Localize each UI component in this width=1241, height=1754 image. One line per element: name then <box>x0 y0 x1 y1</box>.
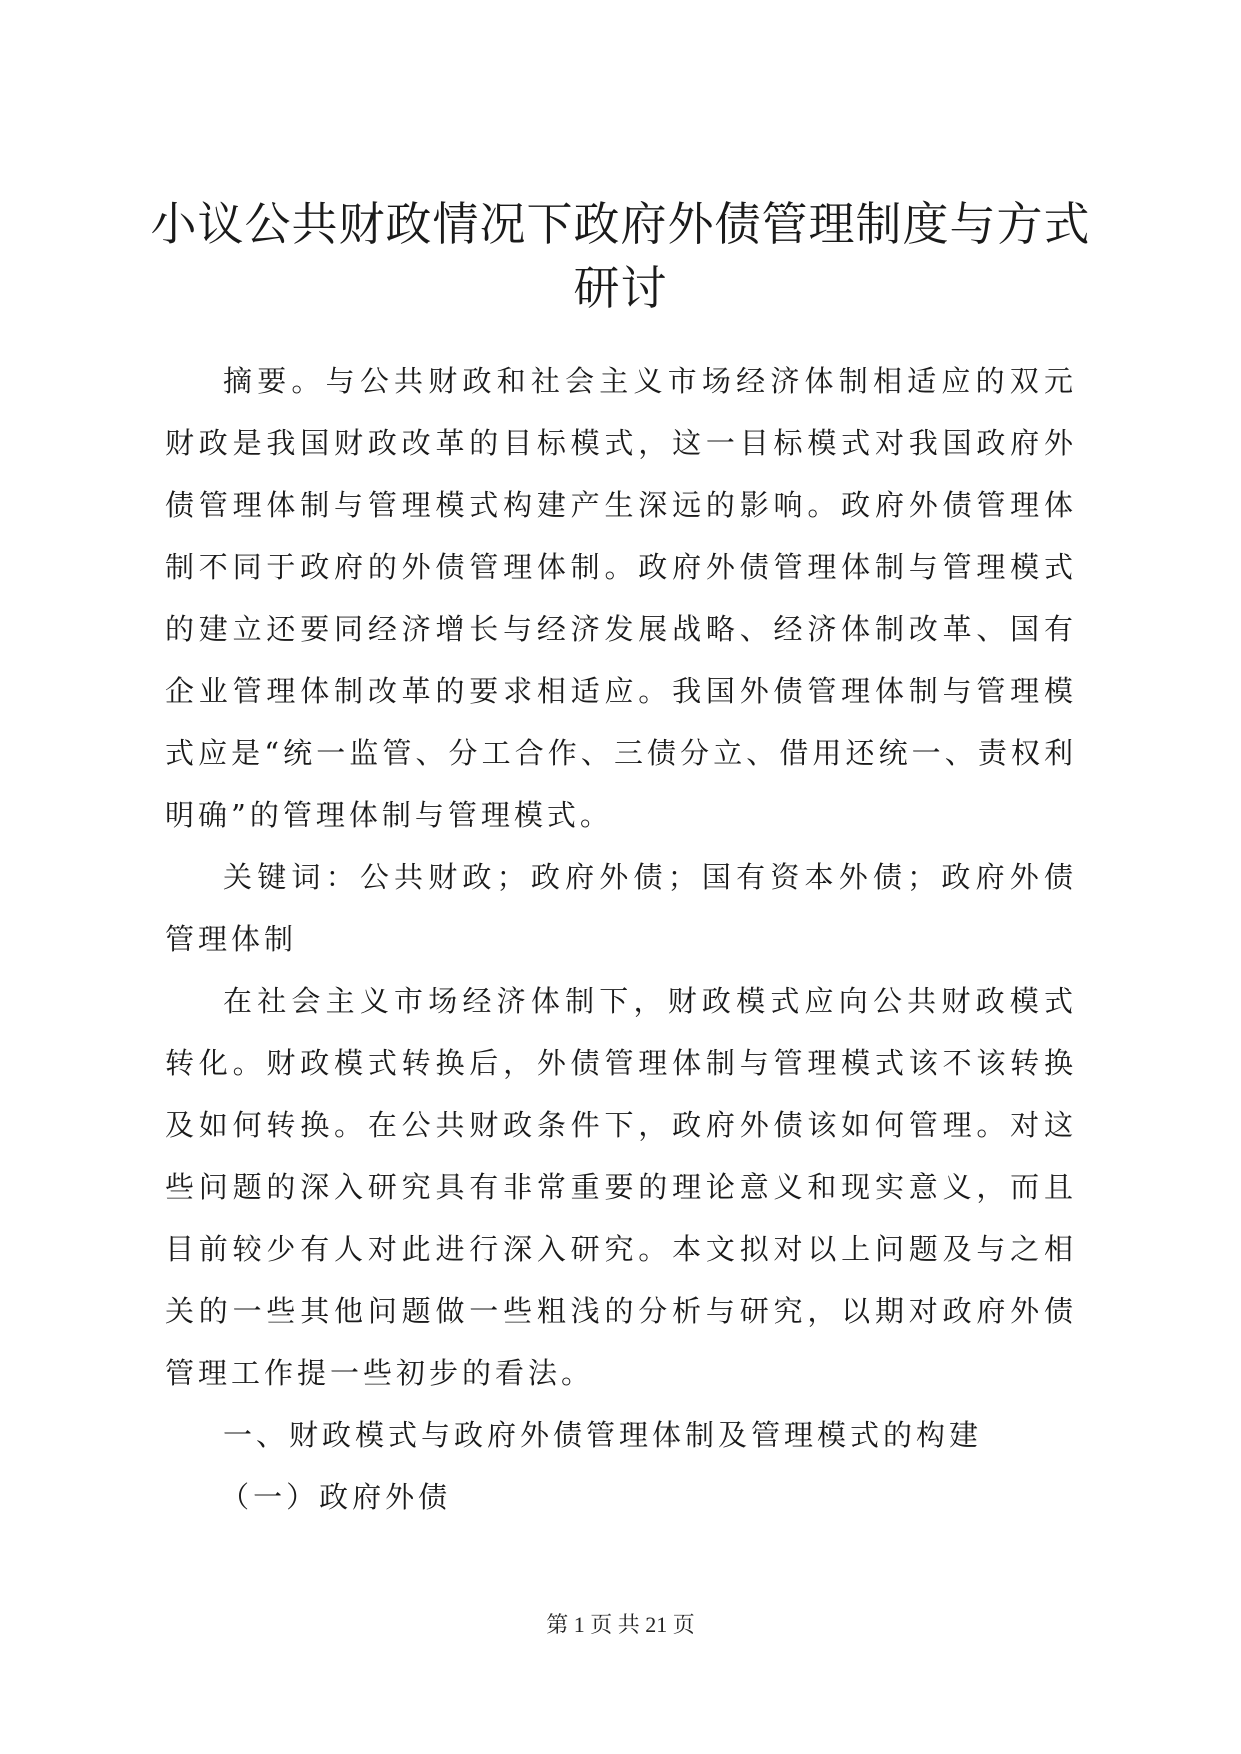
subsection-heading: （一）政府外债 <box>220 1480 452 1514</box>
keywords-paragraph: 关键词：公共财政；政府外债；国有资本外债；政府外债管理体制 <box>165 860 1077 956</box>
abstract-paragraph: 摘要。与公共财政和社会主义市场经济体制相适应的双元财政是我国财政改革的目标模式，这一目标模式对我国政府外债管理体制与管理模式构建产生深远的影响。政府外债管理体制不同于政府的外债管理体制。政府外债管理体制与管理模式的建立还要同经济增长与经济发展战略、经济体制改革、国有企业管理体制改革的要求相适应。我国外债管理体制与管理模式应是“统一监管、分工合作、三债分立、借用还统一、责权利明确”的管理体制与管理模式。 <box>165 364 1077 832</box>
page-number-footer: 第 1 页 共 21 页 <box>546 1612 695 1637</box>
document-body <box>165 350 1077 1528</box>
intro-paragraph: 在社会主义市场经济体制下，财政模式应向公共财政模式转化。财政模式转换后，外债管理体制与管理模式该不该转换及如何转换。在公共财政条件下，政府外债该如何管理。对这些问题的深入研究具有非常重要的理论意义和现实意义，而且目前较少有人对此进行深入研究。本文拟对以上问题及与之相关的一些其他问题做一些粗浅的分析与研究，以期对政府外债管理工作提一些初步的看法。 <box>165 984 1077 1390</box>
section-heading: 一、财政模式与政府外债管理体制及管理模式的构建 <box>223 1418 983 1452</box>
document-title: 小议公共财政情况下政府外债管理制度与方式研讨 <box>150 197 1091 315</box>
